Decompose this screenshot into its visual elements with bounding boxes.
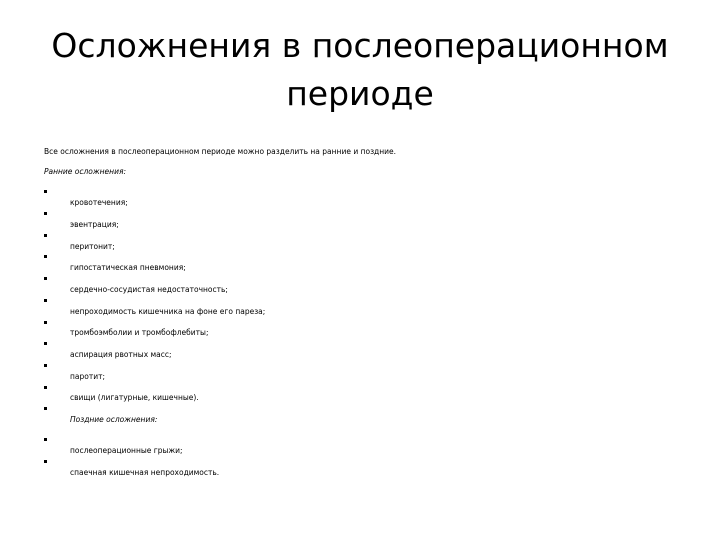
bullet-marker [44,460,47,463]
list-item: непроходимость кишечника на фоне его пареза; [70,307,266,316]
list-item: сердечно-сосудистая недостаточность; [70,285,228,294]
intro-text: Все осложнения в послеоперационном периоде можно разделить на ранние и поздние. [44,147,397,156]
list-item: свищи (лигатурные, кишечные). [70,393,199,402]
bullet-marker [44,299,47,302]
list-item: кровотечения; [70,198,128,207]
bullet-marker [44,234,47,237]
slide-title [20,22,700,118]
bullet-marker [44,407,47,410]
bullet-marker [44,342,47,345]
late-complications-heading: Поздние осложнения: [70,415,158,424]
list-item: паротит; [70,372,105,381]
bullet-marker [44,321,47,324]
bullet-marker [44,364,47,367]
list-item: аспирация рвотных масс; [70,350,172,359]
early-complications-heading: Ранние осложнения: [44,167,126,176]
list-item: спаечная кишечная непроходимость. [70,468,220,477]
title-line-2: периоде [286,74,434,113]
title-line-1: Осложнения в послеоперационном [51,26,669,65]
bullet-marker [44,277,47,280]
list-item: послеоперационные грыжи; [70,446,183,455]
list-item: эвентрация; [70,220,119,229]
bullet-marker [44,190,47,193]
bullet-marker [44,438,47,441]
bullet-marker [44,212,47,215]
list-item: перитонит; [70,242,115,251]
bullet-marker [44,386,47,389]
bullet-marker [44,255,47,258]
list-item: гипостатическая пневмония; [70,263,186,272]
list-item: тромбоэмболии и тромбофлебиты; [70,328,209,337]
